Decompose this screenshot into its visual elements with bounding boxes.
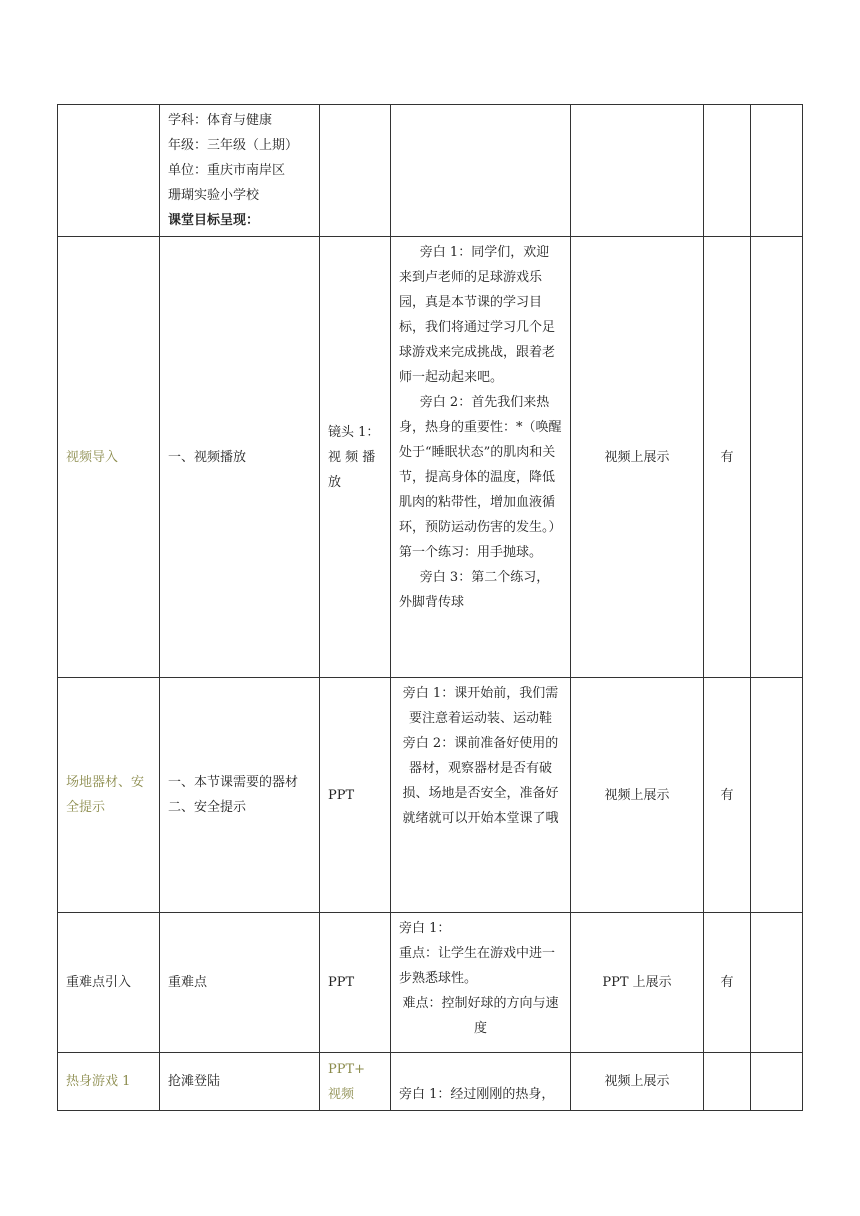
lesson-table bbox=[57, 104, 803, 1111]
cell-section: 重难点引入 bbox=[58, 913, 160, 1053]
table-row bbox=[58, 913, 803, 1053]
narration-paragraph: 旁白 1：经过刚刚的热身， bbox=[399, 1087, 555, 1102]
cell-narration bbox=[391, 105, 571, 237]
content-line: 二、安全提示 bbox=[168, 800, 247, 815]
table-row bbox=[58, 105, 803, 237]
cell-content bbox=[160, 678, 320, 913]
table-row bbox=[58, 237, 803, 678]
cell-content bbox=[160, 237, 320, 678]
table-row bbox=[58, 678, 803, 913]
cell-shot: PPT bbox=[320, 913, 391, 1053]
cell-content bbox=[160, 105, 320, 237]
cell-shot: PPT bbox=[320, 678, 391, 913]
cell-section: 热身游戏 1 bbox=[58, 1053, 160, 1111]
cell-flag: 有 bbox=[704, 913, 751, 1053]
narration-paragraph: 旁白 1： bbox=[399, 921, 451, 936]
cell-content bbox=[160, 1053, 320, 1111]
cell-section: 视频导入 bbox=[58, 237, 160, 678]
cell-display: 视频上展示 bbox=[571, 237, 704, 678]
cell-display: PPT 上展示 bbox=[571, 913, 704, 1053]
grade-line: 年级：三年级（上期） bbox=[168, 138, 299, 153]
cell-flag bbox=[704, 1053, 751, 1111]
cell-display: 视频上展示 bbox=[571, 1053, 704, 1111]
content-line: 一、视频播放 bbox=[168, 449, 247, 465]
narration-paragraph: 旁白 2：课前准备好使用的器材，观察器材是否有破损、场地是否安全，准备好就绪就可以开始本堂课了哦 bbox=[402, 736, 559, 826]
cell-flag: 有 bbox=[704, 237, 751, 678]
cell-section: 场地器材、安全提示 bbox=[58, 678, 160, 913]
cell-narration bbox=[391, 678, 571, 913]
cell-flag: 有 bbox=[704, 678, 751, 913]
narration-paragraph: 旁白 1：课开始前，我们需要注意着运动装、运动鞋 bbox=[402, 686, 559, 726]
cell-extra bbox=[751, 1053, 803, 1111]
cell-extra bbox=[751, 237, 803, 678]
table-row bbox=[58, 1053, 803, 1111]
cell-display bbox=[571, 105, 704, 237]
cell-content bbox=[160, 913, 320, 1053]
content-line: 抢滩登陆 bbox=[168, 1074, 221, 1089]
narration-paragraph: 旁白 2：首先我们来热身，热身的重要性：*（唤醒处于“睡眠状态”的肌肉和关节，提高身体的温度，降低肌肉的粘带性，增加血液循环，预防运动伤害的发生。）第一个练习：用手抛球。 bbox=[399, 395, 562, 560]
cell-shot: PPT+ 视频 bbox=[320, 1053, 391, 1111]
cell-narration bbox=[391, 237, 571, 678]
cell-extra bbox=[751, 105, 803, 237]
cell-extra bbox=[751, 678, 803, 913]
cell-section bbox=[58, 105, 160, 237]
narration-paragraph: 旁白 1：同学们，欢迎来到卢老师的足球游戏乐园，真是本节课的学习目标，我们将通过学习几个足球游戏来完成挑战，跟着老师一起动起来吧。 bbox=[399, 245, 556, 385]
content-line: 一、本节课需要的器材 bbox=[168, 775, 299, 790]
cell-narration bbox=[391, 913, 571, 1053]
cell-shot: 镜头 1：视 频 播 放 bbox=[320, 237, 391, 678]
content-line: 重难点 bbox=[168, 975, 208, 990]
subject-line: 学科：体育与健康 bbox=[168, 113, 273, 128]
cell-extra bbox=[751, 913, 803, 1053]
cell-display: 视频上展示 bbox=[571, 678, 704, 913]
cell-narration bbox=[391, 1053, 571, 1111]
unit-line: 单位：重庆市南岸区 bbox=[168, 163, 286, 178]
school-line: 珊瑚实验小学校 bbox=[168, 188, 260, 203]
narration-paragraph: 重点：让学生在游戏中进一步熟悉球性。 bbox=[399, 946, 556, 986]
narration-paragraph: 旁白 3：第二个练习，外脚背传球 bbox=[399, 570, 550, 610]
goal-heading: 课堂目标呈现： bbox=[168, 213, 260, 228]
cell-shot bbox=[320, 105, 391, 237]
narration-paragraph: 难点：控制好球的方向与速度 bbox=[402, 996, 559, 1036]
cell-flag bbox=[704, 105, 751, 237]
